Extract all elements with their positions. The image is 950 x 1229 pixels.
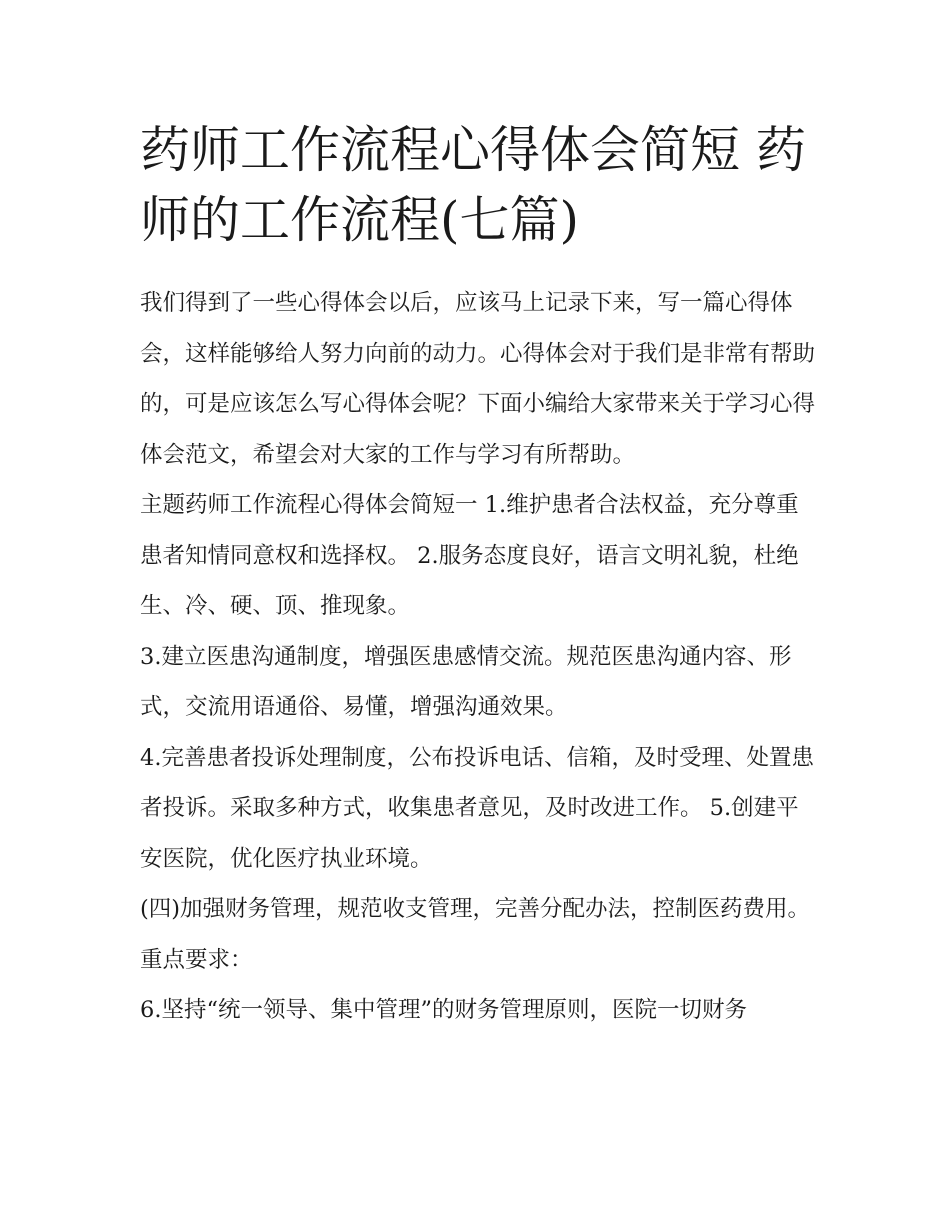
paragraph-section-4: (四)加强财务管理，规范收支管理，完善分配办法，控制医药费用。重点要求： (140, 896, 811, 973)
paragraph-item-4-5: 4.完善患者投诉处理制度，公布投诉电话、信箱，及时受理、处置患者投诉。采取多种方式，收集患者意见，及时改进工作。 5.创建平安医院，优化医疗执业环境。 (140, 744, 814, 872)
paragraph-item-1-2: 主题药师工作流程心得体会简短一 1.维护患者合法权益，充分尊重患者知情同意权和选择权。 2.服务态度良好，语言文明礼貌，杜绝生、冷、硬、顶、推现象。 (140, 492, 799, 619)
document-title: 药师工作流程心得体会简短 药师的工作流程(七篇) (140, 121, 806, 249)
document-body (140, 278, 820, 1036)
paragraph-item-3: 3.建立医患沟通制度，增强医患感情交流。规范医患沟通内容、形式，交流用语通俗、易懂，增强沟通效果。 (140, 643, 792, 720)
paragraph-intro: 我们得到了一些心得体会以后，应该马上记录下来，写一篇心得体会，这样能够给人努力向前的动力。心得体会对于我们是非常有帮助的，可是应该怎么写心得体会呢？下面小编给大家带来关于学习心得体会范文，希望会对大家的工作与学习有所帮助。 (140, 290, 816, 468)
paragraph-item-6: 6.坚持“统一领导、集中管理”的财务管理原则，医院一切财务 (140, 997, 747, 1023)
